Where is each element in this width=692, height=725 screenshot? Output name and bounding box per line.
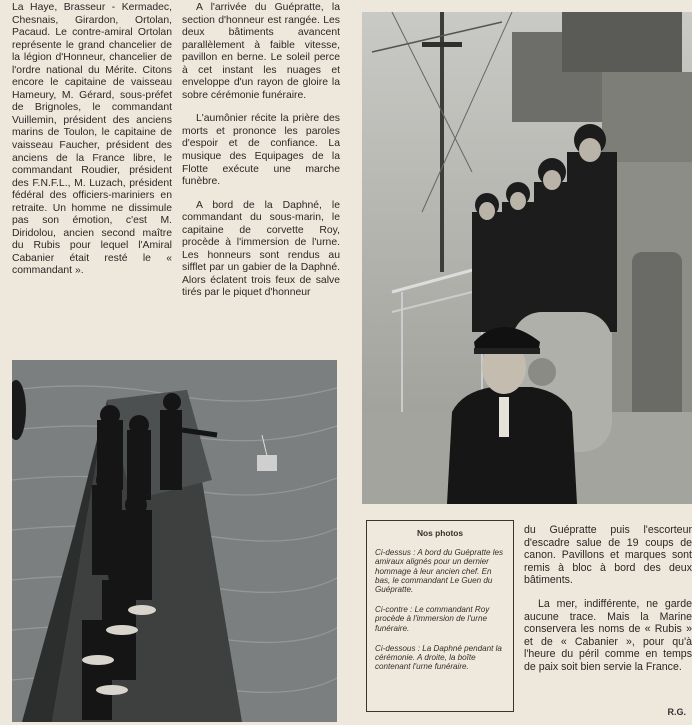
paragraph: La mer, indifférente, ne garde aucune trace. Mais la Marine conservera les noms de « Rubis » et de « Cabanier », pour qu'à l'heure du péril comme en temps de paix soit bien servie la France. — [524, 597, 692, 673]
article-column-3 — [524, 524, 692, 674]
article-column-1 — [12, 2, 172, 278]
photo-daphne-ceremony — [12, 360, 337, 722]
article-column-2 — [182, 2, 340, 300]
photo-admirals-aboard-guepratte — [362, 12, 692, 504]
caption-item: Ci-contre : Le commandant Roy procède à l'immersion de l'urne funéraire. — [375, 605, 490, 633]
paragraph: La Haye, Brasseur - Kermadec, Chesnais, Girardon, Ortolan, Pacaud. Le contre-amiral Ortolan représente le grand chancelier de la légion d'Honneur, chancelier de l'ordre national du Mérite. Citons encore le capitaine de vaisseau Hameury, M. Gérard, sous-préfet de Brignoles, le commandant Vuillemin, président des anciens marins de Toulon, le capitaine de vaisseau Faucher, président des anciens de la France libre, le commandant Roudier, président des F.N.F.L., M. Luzach, président fédéral des officiers-mariniers en retraite. Un homme ne dissimule pas son émotion, c'est M. Diridolou, ancien second maître du Rubis pour lequel l'Amiral Cabanier était resté le « commandant ». — [12, 2, 172, 277]
captions-title: Nos photos — [416, 528, 464, 538]
author-signature: R.G. — [667, 707, 686, 717]
caption-item: Ci-dessous : La Daphné pendant la cérémonie. A droite, la boîte contenant l'urne funéraire. — [375, 643, 502, 672]
paragraph: A l'arrivée du Guépratte, la section d'honneur est rangée. Les deux bâtiments avancent parallèlement à faible vitesse, pavillon en berne. Le soleil perce à cet instant les nuages et enveloppe d'un rayon de gloire la sobre cérémonie funéraire. — [182, 2, 340, 101]
caption-item: Ci-dessus : A bord du Guépratte les amiraux alignés pour un dernier hommage à leur ancien chef. En bas, le commandant Le Guen du Guépratte. — [375, 548, 504, 595]
paragraph: L'aumônier récite la prière des morts et prononce les paroles d'espoir et de confiance. La musique des Equipages de la Flotte exécute une marche funèbre. — [182, 113, 340, 188]
paragraph: du Guépratte puis l'escorteur d'escadre salue de 19 coups de canon. Pavillons et marques sont remis à bloc à bord des deux bâtiments. — [524, 524, 692, 587]
paragraph: A bord de la Daphné, le commandant du sous-marin, le capitaine de corvette Roy, procède à l'immersion de l'urne. Les honneurs sont rendus au sifflet par un gabier de la Daphné. Alors éclatent trois feux de salve tirés par le piquet d'honneur — [182, 199, 340, 299]
photo-captions-box — [366, 520, 514, 712]
